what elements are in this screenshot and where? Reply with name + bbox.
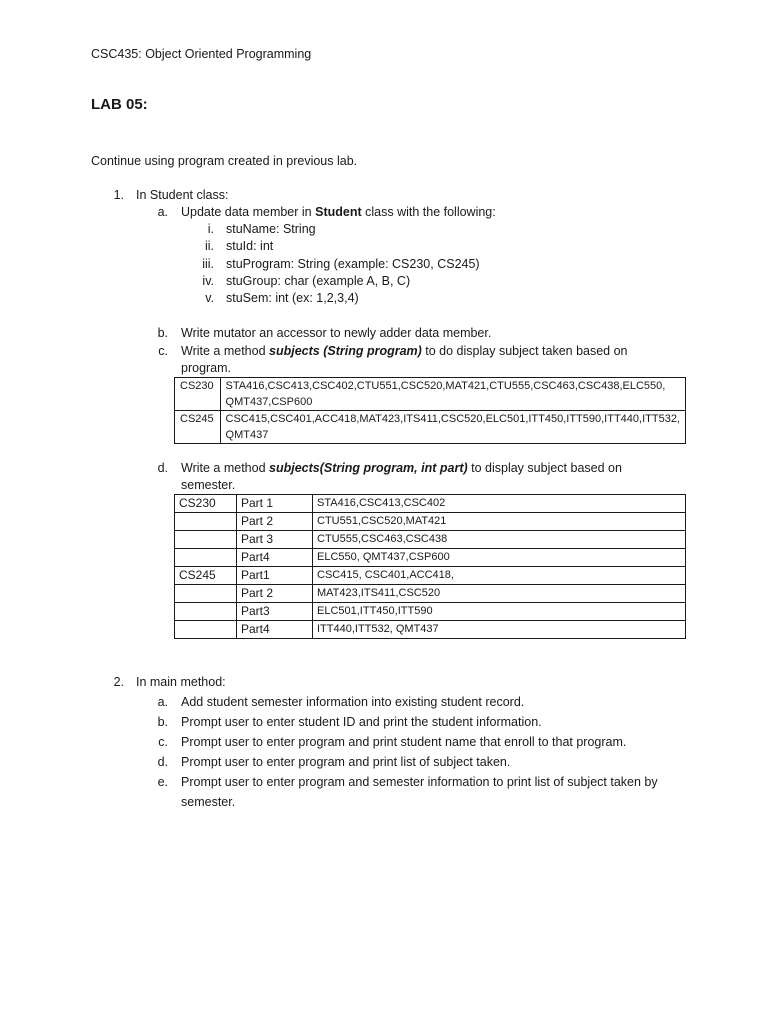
subjects-cell: ELC550, QMT437,CSP600 xyxy=(313,549,686,567)
member-number: i. xyxy=(207,222,214,236)
q1a-number: a. xyxy=(157,205,168,219)
subjects-cell: CTU551,CSC520,MAT421 xyxy=(313,513,686,531)
q1-number: 1. xyxy=(113,188,124,202)
member-number: v. xyxy=(205,291,214,305)
table-row xyxy=(175,411,686,444)
q2-item-text: Prompt user to enter program and print student name that enroll to that program. xyxy=(181,735,627,749)
semester-subjects-table xyxy=(174,494,686,639)
q1a-text: Update data member in Student class with the following: xyxy=(181,205,496,219)
member-text: stuId: int xyxy=(226,239,274,253)
member-text: stuProgram: String (example: CS230, CS245) xyxy=(226,257,480,271)
part-cell: Part1 xyxy=(237,567,313,585)
table-row xyxy=(175,585,686,603)
program-cell xyxy=(175,585,237,603)
table-row xyxy=(175,495,686,513)
table-row xyxy=(175,513,686,531)
member-number: iii. xyxy=(202,257,214,271)
q2-item-text: Prompt user to enter program and print list of subject taken. xyxy=(181,755,511,769)
table-row xyxy=(175,549,686,567)
q1c-number: c. xyxy=(158,344,168,358)
member-text: stuSem: int (ex: 1,2,3,4) xyxy=(226,291,359,305)
subjects-cell: CSC415,CSC401,ACC418,MAT423,ITS411,CSC520,ELC501,ITT450,ITT590,ITT440,ITT532, QMT437 xyxy=(220,411,685,444)
q2-title: In main method: xyxy=(136,675,226,689)
part-cell: Part 1 xyxy=(237,495,313,513)
q1c-text: Write a method subjects (String program) to do display subject taken based on xyxy=(181,344,628,358)
q2-item-text: Add student semester information into existing student record. xyxy=(181,695,525,709)
program-cell xyxy=(175,513,237,531)
intro-text: Continue using program created in previous lab. xyxy=(91,154,358,168)
q2-item-text: Prompt user to enter program and semester information to print list of subject taken by xyxy=(181,775,658,789)
subjects-cell: CSC415, CSC401,ACC418, xyxy=(313,567,686,585)
subjects-cell: MAT423,ITS411,CSC520 xyxy=(313,585,686,603)
program-subjects-table xyxy=(174,377,686,444)
q2-item-number: e. xyxy=(157,775,168,789)
program-cell: CS245 xyxy=(175,567,237,585)
subjects-cell: ELC501,ITT450,ITT590 xyxy=(313,603,686,621)
program-cell xyxy=(175,621,237,639)
program-cell: CS230 xyxy=(175,495,237,513)
q1d-text-cont: semester. xyxy=(181,478,236,492)
subjects-cell: ITT440,ITT532, QMT437 xyxy=(313,621,686,639)
table-row xyxy=(175,531,686,549)
table-row xyxy=(175,621,686,639)
member-text: stuGroup: char (example A, B, C) xyxy=(226,274,411,288)
program-cell: CS230 xyxy=(175,378,221,411)
table-row xyxy=(175,603,686,621)
q1d-number: d. xyxy=(157,461,168,475)
member-number: iv. xyxy=(202,274,214,288)
q2-item-text-cont: semester. xyxy=(181,795,236,809)
q2-item-number: d. xyxy=(157,755,168,769)
q1b-number: b. xyxy=(157,326,168,340)
q1b-text: Write mutator an accessor to newly adder data member. xyxy=(181,326,492,340)
part-cell: Part 2 xyxy=(237,513,313,531)
subjects-cell: STA416,CSC413,CSC402,CTU551,CSC520,MAT421,CTU555,CSC463,CSC438,ELC550, QMT437,CSP600 xyxy=(220,378,685,411)
member-text: stuName: String xyxy=(226,222,316,236)
part-cell: Part4 xyxy=(237,549,313,567)
q2-item-number: a. xyxy=(157,695,168,709)
part-cell: Part 3 xyxy=(237,531,313,549)
member-number: ii. xyxy=(204,239,214,253)
q2-item-text: Prompt user to enter student ID and print the student information. xyxy=(181,715,542,729)
q1c-text-cont: program. xyxy=(181,361,232,375)
q1d-text: Write a method subjects(String program, int part) to display subject based on xyxy=(181,461,622,475)
table-row xyxy=(175,567,686,585)
q2-item-number: c. xyxy=(158,735,168,749)
part-cell: Part 2 xyxy=(237,585,313,603)
program-cell: CS245 xyxy=(175,411,221,444)
subjects-cell: STA416,CSC413,CSC402 xyxy=(313,495,686,513)
lab-title: LAB 05: xyxy=(91,96,148,113)
program-cell xyxy=(175,531,237,549)
subjects-cell: CTU555,CSC463,CSC438 xyxy=(313,531,686,549)
program-cell xyxy=(175,549,237,567)
part-cell: Part4 xyxy=(237,621,313,639)
table-row xyxy=(175,378,686,411)
q2-item-number: b. xyxy=(157,715,168,729)
part-cell: Part3 xyxy=(237,603,313,621)
program-cell xyxy=(175,603,237,621)
q1-title: In Student class: xyxy=(136,188,229,202)
course-title: CSC435: Object Oriented Programming xyxy=(91,47,312,61)
q2-number: 2. xyxy=(113,675,124,689)
